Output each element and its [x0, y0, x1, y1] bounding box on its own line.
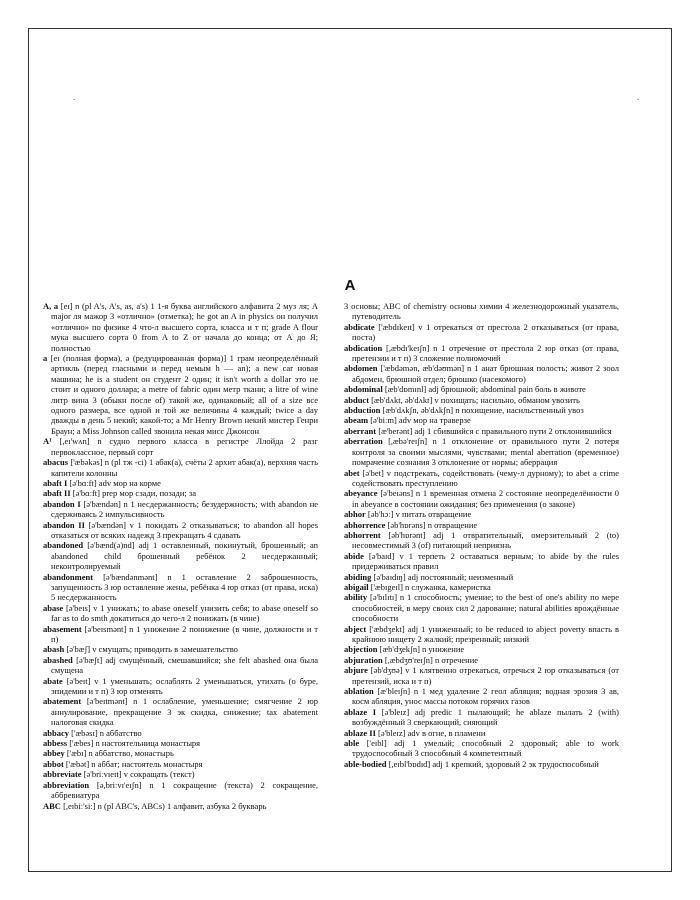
dictionary-entry — [43, 644, 318, 654]
entry-headword: abbacy — [43, 727, 69, 738]
dictionary-entry — [43, 603, 318, 624]
entry-headword: abigail — [344, 581, 369, 592]
entry-headword: abhorrence — [344, 519, 386, 530]
entry-headword: able — [344, 738, 360, 749]
entry-headword: abdication — [344, 342, 383, 353]
dictionary-entry — [43, 759, 318, 769]
dictionary-entry — [43, 488, 318, 498]
entry-definition: [ə'baɪd] v 1 терпеть 2 оставаться верным; to abide by the rules придерживаться правил — [352, 550, 619, 572]
entry-definition: [ə'beɪsmənt] n 1 унижение 2 понижение (в чине, должности и т п) — [51, 623, 318, 644]
entry-headword: abbess — [43, 738, 68, 749]
dictionary-entry — [43, 728, 318, 738]
section-letter: A — [344, 277, 356, 294]
entry-definition: [əb'hɒrənt] adj 1 отвратительный, омерзительный 2 (to) несовместимый 3 (of) питающий неприязнь — [352, 529, 620, 551]
entry-headword: abeyance — [344, 488, 378, 499]
entry-headword: abash — [43, 644, 65, 655]
entry-headword: abbreviate — [43, 769, 82, 780]
entry-definition: ['eɪbl] adj 1 умелый; способный 2 здоровый; able to work трудоспособный 3 способный 4 компетентный — [352, 738, 620, 759]
left-column — [43, 301, 318, 811]
entry-definition: [æb'dʒekʃn] n унижение — [379, 644, 465, 655]
entry-definition: ['æbdʒekt] adj 1 униженный; to be reduced to abject poverty впасть в крайнюю нищету 2 жалкий; презренный; низкий — [352, 623, 619, 644]
dictionary-entry — [344, 738, 619, 759]
entry-headword: a — [43, 353, 48, 364]
dictionary-entry — [344, 624, 619, 645]
dictionary-entry — [344, 405, 619, 415]
dictionary-entry — [43, 301, 318, 353]
entry-headword: abandoned — [43, 540, 84, 551]
entry-definition: [,æbdɪ'keɪʃn] n 1 отречение от престола 2 юр отказ (от права, претензии и т п) 3 сложение полномочий — [352, 342, 619, 364]
dictionary-entry — [344, 436, 619, 467]
entry-definition: [,æbdʒʊ'reɪʃn] n отречение — [384, 654, 479, 665]
entry-headword: abate — [43, 675, 63, 686]
dictionary-entry — [43, 624, 318, 645]
dictionary-entry — [344, 322, 619, 343]
entry-headword: abjuration — [344, 654, 383, 665]
entry-definition: [æ'berənt] adj 1 сбившийся с правильного пути 2 отклонившийся — [378, 425, 612, 436]
dictionary-entry — [43, 655, 318, 676]
entry-definition: [ə'bænd(ə)nd] adj 1 оставленный, покинутый, брошенный; an abandoned child брошенный ребёнок 2 несдержанный; неконтролируемый — [51, 540, 319, 572]
entry-definition: [ə'beɪs] v 1 унижать; to abase oneself унизить себя; to abase oneself so far as to do smth докатиться до чего-л 2 понижать (в чине) — [51, 602, 318, 624]
entry-definition: ['æbdɪkeɪt] v 1 отрекаться от престола 2 отказываться (от права, поста) — [352, 321, 619, 343]
entry-definition: [eɪ (полная форма), ə (редуцированная форма)] 1 грам неопределённый артикль (перед гласными и перед немым h — an); a new car новая машина; he is a student он студент 2 один; it isn't worth a dollar это не стоит и одного доллара; a metre of fabric один метр ткани; a litre of wine литр вина 3 (обыкн после of) такой же, одинаковый; all of a size все одного размера, все одной и той же величины 4 каждый; twice a day дважды в день 5 некий; какой-то; a Mr Henry Brown некий мистер Генри Браун; a Miss Johnson called звонила некая мисс Джонсон — [50, 353, 319, 436]
entry-definition: [ə'beɪtmənt] n 1 ослабление, уменьшение; смягчение 2 юр аннулирование, прекращение 3 эк скидка, снижение; tax abatement налоговая скидка — [51, 696, 318, 728]
entry-definition: [ə'biːm] adv мор на траверзе — [370, 415, 471, 426]
entry-definition: [æb'dʌkʃn, əb'dʌkʃn] n похищение, насильственный увоз — [382, 405, 584, 416]
entry-headword: abashed — [43, 654, 73, 665]
entry-headword: A¹ — [43, 436, 52, 447]
entry-definition: ['æbdəmən, æb'dəʊmən] n 1 анат брюшная полость; живот 2 зоол абдомен, брюшной отдел; брюшко (насекомого) — [352, 363, 619, 384]
dictionary-page — [28, 28, 672, 872]
entry-headword: A, a — [43, 301, 59, 311]
entry-headword: abase — [43, 602, 64, 613]
dictionary-entry — [43, 353, 318, 436]
entry-definition: ['æbɪ] n аббатство, монастырь — [66, 748, 174, 759]
dictionary-entry — [43, 780, 318, 801]
dictionary-entry — [43, 436, 318, 457]
dictionary-entry — [344, 395, 619, 405]
entry-definition: ['æbəkəs] n (pl тж -ci) 1 абак(а), счёты 2 архит абак(а), верхняя часть капители колонны — [51, 457, 319, 478]
dictionary-entry — [344, 530, 619, 551]
entry-definition: ['æbət] n аббат; настоятель монастыря — [65, 758, 203, 769]
entry-definition: [ə'beɪəns] n 1 временная отмена 2 состояние неопределённости 0 in abeyance в состоянии ожидания; без применения (о законе) — [352, 488, 619, 509]
entry-headword: abandon I — [43, 498, 81, 509]
entry-definition: [əb'hɔː] v питать отвращение — [367, 509, 472, 520]
dictionary-entry — [344, 582, 619, 592]
entry-definition: [,eɪbl'bɒdɪd] adj 1 крепкий, здоровый 2 эк трудоспособный — [388, 758, 599, 769]
entry-headword: abhor — [344, 509, 366, 520]
entry-headword: ABC — [43, 800, 61, 811]
entry-headword: ability — [344, 592, 368, 603]
entry-definition: ['æbes] n настоятельница монастыря — [69, 738, 201, 749]
dictionary-entry — [344, 665, 619, 686]
entry-headword: abjection — [344, 644, 378, 655]
entry-definition: [æ'bleɪʃn] n 1 мед удаление 2 геол абляция; водная эрозия 3 ав, косм абляция, унос массы потоком горячих газов — [352, 686, 620, 707]
entry-headword: aberration — [344, 436, 383, 447]
dictionary-entry — [344, 415, 619, 425]
dictionary-entry — [43, 738, 318, 748]
entry-definition: [,æbə'reɪʃn] n 1 отклонение от правильного пути 2 потеря контроля за своими мыслями, чувствами; mental aberration (временное) помрачение сознания 3 отклонение от нормы; аберрация — [352, 436, 620, 468]
entry-headword: ablaze II — [344, 727, 376, 738]
entry-headword: abaft I — [43, 477, 68, 488]
entry-headword: abide — [344, 550, 364, 561]
entry-definition: [ə'bɑːft] adv мор на корме — [69, 477, 161, 488]
entry-headword: abeam — [344, 415, 369, 426]
entry-definition: [,eɪbiː'siː] n (pl ABC's, ABCs) 1 алфавит, азбука 2 букварь — [63, 800, 267, 811]
dictionary-entry — [344, 343, 619, 364]
dictionary-entry — [344, 572, 619, 582]
dictionary-entry — [43, 769, 318, 779]
entry-definition: [ə'bleɪz] adv в огне, в пламени — [378, 727, 486, 738]
entry-definition: [ə'bæʃ] v смущать; приводить в замешательство — [66, 644, 238, 655]
entry-headword: abiding — [344, 571, 372, 582]
dictionary-entry — [344, 301, 619, 322]
entry-definition: [əb'hɒrəns] n отвращение — [387, 519, 478, 530]
entry-definition: [ə'bɑːft] prep мор сзади, позади; за — [72, 488, 196, 499]
dictionary-entry — [43, 801, 318, 811]
dictionary-entry — [344, 551, 619, 572]
entry-headword: abatement — [43, 696, 82, 707]
entry-definition: [ə'bændən] v 1 покидать 2 отказываться; to abandon all hopes отказаться от всяких надежд 3 прекращать 4 сдавать — [51, 519, 319, 540]
entry-definition: [ə'bleɪz] adj predic 1 пылающий; he ablaze пылать 2 (with) возбуждённый 3 сверкающий, сияющий — [352, 706, 619, 728]
dictionary-entry — [344, 468, 619, 489]
entry-headword: abdicate — [344, 321, 375, 332]
dictionary-entry — [43, 499, 318, 520]
entry-definition: [ə'bæʃt] adj смущённый, смешавшийся; she felt abashed она была смущена — [51, 654, 319, 676]
dictionary-entry — [43, 520, 318, 541]
dictionary-entry — [344, 592, 619, 623]
dictionary-entry — [344, 759, 619, 769]
entry-definition: ['æbəsɪ] n аббатство — [71, 727, 142, 738]
dictionary-entry — [344, 520, 619, 530]
entry-definition: [ə'beɪt] v 1 уменьшать; ослаблять 2 уменьшаться, утихать (о буре, эпидемии и т п) 3 юр отменять — [51, 675, 318, 697]
entry-definition: [æb'dʌkt, əb'dʌkt] v похищать; насильно, обманом увозить — [371, 394, 580, 405]
dictionary-entry — [43, 540, 318, 571]
entry-definition: [æb'dɒmɪnl] adj брюшной; abdominal pain боль в животе — [384, 384, 586, 395]
dictionary-entry — [43, 676, 318, 697]
dictionary-entry — [344, 509, 619, 519]
entry-headword: abaft II — [43, 488, 71, 499]
entry-headword: able-bodied — [344, 758, 387, 769]
dictionary-entry — [344, 655, 619, 665]
entry-headword: abduction — [344, 405, 381, 416]
entry-definition: [əb'dʒʊə] v 1 клятвенно отрекаться, отречься 2 юр отказываться (от претензий, иска и т п) — [352, 665, 620, 686]
entry-definition: [ə'bændən] n 1 несдержанность; безудержность; with abandon не сдерживаясь 2 импульсивность — [51, 498, 319, 520]
dictionary-entry — [344, 426, 619, 436]
entry-headword: abjure — [344, 665, 368, 676]
entry-headword: abet — [344, 467, 360, 478]
dictionary-entry — [344, 644, 619, 654]
entry-definition: ['æbɪgeɪl] n служанка, камеристка — [370, 581, 491, 592]
entry-headword: abbreviation — [43, 779, 90, 790]
dictionary-entry — [344, 728, 619, 738]
entry-headword: abbot — [43, 758, 64, 769]
right-column — [344, 301, 619, 769]
entry-definition: [ə'bet] v подстрекать, содействовать (чему-л дурному); to abet a crime содействовать преступлению — [352, 467, 620, 488]
entry-definition: [ə'bændənmənt] n 1 оставление 2 заброшенность, запущенность 3 юр оставление жены, ребёнка 4 юр отказ (от права, иска) 5 несдержанность — [51, 571, 319, 603]
entry-definition: [eɪ] n (pl A's, A's, as, a's) 1 1-я буква английского алфавита 2 муз ля; A major ля мажор 3 «отлично» (отметка); he got an A in physics он получил «отлично» по физике 4 что-л высшего сорта, класса и т п; grade A flour мука высшего сорта 0 from A to Z от начала до конца; от А до Я; полностью — [51, 301, 319, 353]
entry-definition: 3 основы; ABC of chemistry основы химии 4 железнодорожный указатель, путеводитель — [344, 301, 619, 322]
entry-headword: ablaze I — [344, 706, 377, 717]
dictionary-entry — [43, 572, 318, 603]
entry-headword: abdominal — [344, 384, 383, 395]
dictionary-entry — [344, 488, 619, 509]
entry-headword: abhorrent — [344, 529, 381, 540]
entry-headword: abasement — [43, 623, 82, 634]
entry-headword: abduct — [344, 394, 370, 405]
entry-definition: [,eɪ'wʌn] n судно первого класса в регистре Ллойда 2 разг первоклассное, первый сорт — [51, 436, 318, 457]
entry-headword: abbey — [43, 748, 65, 759]
dictionary-entry — [344, 363, 619, 384]
dictionary-entry — [344, 707, 619, 728]
entry-headword: ablation — [344, 686, 374, 697]
dictionary-entry — [344, 384, 619, 394]
dictionary-entry — [43, 748, 318, 758]
entry-definition: [ə'bɪlɪtɪ] n 1 способность; умение; to the best of one's ability по мере способностей, в меру своих сил 2 дарование; natural abilities врождённые способности — [352, 592, 620, 624]
corner-mark-left: . — [73, 92, 76, 102]
dictionary-entry — [43, 478, 318, 488]
entry-headword: abacus — [43, 457, 69, 468]
entry-definition: [ə,briːvɪ'eɪʃn] n 1 сокращение (текста) 2 сокращение, аббревиатура — [51, 779, 318, 801]
entry-headword: aberrant — [344, 425, 377, 436]
entry-definition: [ə'briːvɪeɪt] v сокращать (текст) — [83, 769, 195, 780]
entry-headword: abject — [344, 623, 367, 634]
corner-mark-right: . — [637, 92, 640, 102]
entry-headword: abandon II — [43, 519, 85, 530]
entry-definition: [ə'baɪdɪŋ] adj постоянный; неизменный — [373, 571, 514, 582]
entry-headword: abdomen — [344, 363, 378, 374]
dictionary-entry — [43, 696, 318, 727]
dictionary-entry — [43, 457, 318, 478]
entry-headword: abandonment — [43, 571, 94, 582]
dictionary-entry — [344, 686, 619, 707]
